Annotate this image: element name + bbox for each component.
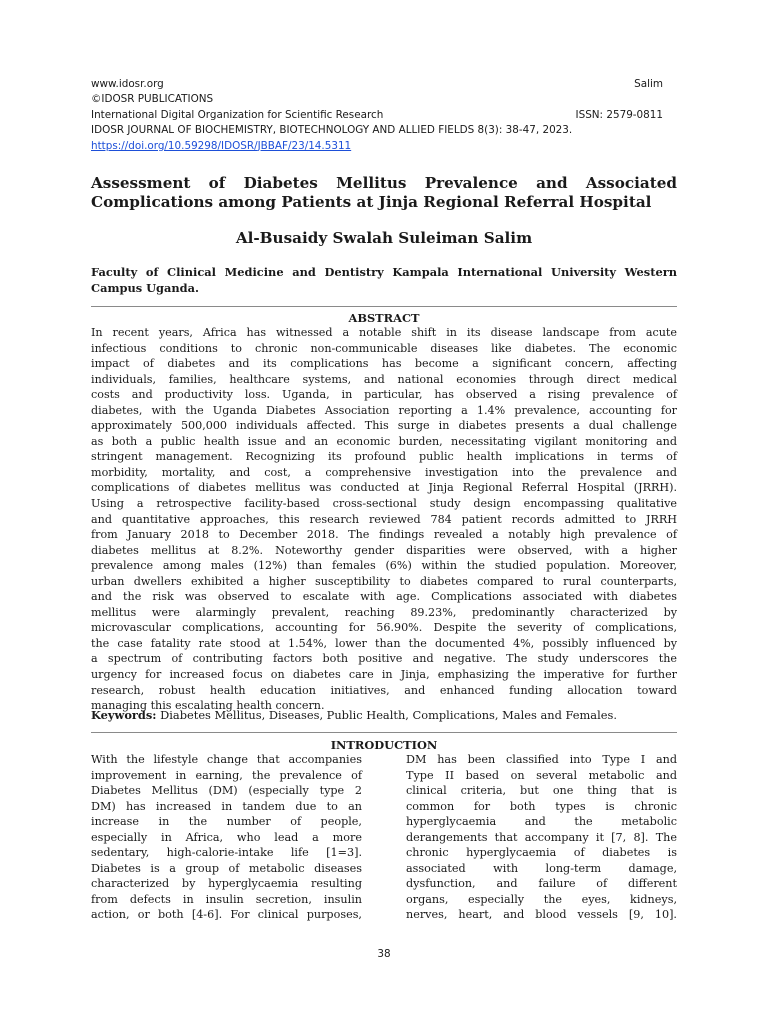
divider-top	[91, 306, 677, 307]
abstract-line: infectious conditions to chronic non-communicable diseases like diabetes. The economic	[91, 341, 677, 355]
intro-line: Type II based on several metabolic and	[406, 768, 677, 782]
abstract-line: prevalence among males (12%) than females (6%) within the studied population. Moreover,	[91, 559, 677, 573]
running-author: Salim	[634, 78, 663, 90]
intro-line: derangements that accompany it [7, 8]. The	[406, 830, 677, 844]
abstract-line: urgency for increased focus on diabetes care in Jinja, emphasizing the imperative for further	[91, 668, 677, 682]
divider-bottom	[91, 732, 677, 733]
journal-header	[91, 77, 663, 154]
title-line: Complications among Patients at Jinja Regional Referral Hospital	[91, 192, 652, 211]
intro-line: Diabetes Mellitus (DM) (especially type 2	[91, 784, 362, 798]
intro-line: improvement in earning, the prevalence of	[91, 768, 362, 782]
abstract-line: microvascular complications, accounting for 56.90%. Despite the severity of complications,	[91, 621, 677, 635]
organization-text: International Digital Organization for Scientific Research	[91, 108, 384, 121]
abstract-line: the case fatality rate stood at 1.54%, lower than the documented 4%, possibly influenced by	[91, 636, 677, 650]
abstract-line: impact of diabetes and its complications has become a significant concern, affecting	[91, 357, 677, 371]
abstract-line: stringent management. Recognizing its profound public health implications in terms of	[91, 450, 677, 464]
abstract-line: complications of diabetes mellitus was conducted at Jinja Regional Referral Hospital (JRRH).	[91, 481, 677, 495]
affiliation-line: Faculty of Clinical Medicine and Dentistry Kampala International University Western	[91, 265, 677, 279]
journal-citation: IDOSR JOURNAL OF BIOCHEMISTRY, BIOTECHNOLOGY AND ALLIED FIELDS 8(3): 38-47, 2023.	[91, 124, 573, 137]
abstract-line: managing this escalating health concern.	[91, 699, 325, 713]
paper-title	[91, 174, 677, 211]
intro-line: increase in the number of people,	[91, 815, 362, 829]
abstract-line: Using a retrospective facility-based cross-sectional study design encompassing qualitative	[91, 497, 677, 511]
abstract-line: and the risk was observed to escalate with age. Complications associated with diabetes	[91, 590, 677, 604]
website-text: www.idosr.org	[91, 78, 164, 90]
affiliation	[91, 265, 677, 296]
abstract-line: approximately 500,000 individuals affected. This surge in diabetes presents a dual challenge	[91, 419, 677, 433]
abstract-line: research, robust health education initiatives, and enhanced funding allocation toward	[91, 683, 677, 697]
affiliation-line: Campus Uganda.	[91, 280, 199, 295]
intro-line: dysfunction, and failure of different	[406, 877, 677, 891]
abstract-line: from January 2018 to December 2018. The findings revealed a notably high prevalence of	[91, 528, 677, 542]
abstract-line: urban dwellers exhibited a higher susceptibility to diabetes compared to rural counterparts,	[91, 574, 677, 588]
abstract-line: mellitus were alarmingly prevalent, reaching 89.23%, predominantly characterized by	[91, 605, 677, 619]
intro-line: hyperglycaemia and the metabolic	[406, 815, 677, 829]
abstract-line: costs and productivity loss. Uganda, in particular, has observed a rising prevalence of	[91, 388, 677, 402]
intro-line: characterized by hyperglycaemia resulting	[91, 877, 362, 891]
title-line: Assessment of Diabetes Mellitus Prevalence and Associated	[91, 174, 677, 192]
abstract-body	[91, 325, 677, 714]
abstract-line: In recent years, Africa has witnessed a notable shift in its disease landscape from acute	[91, 326, 677, 339]
intro-line: especially in Africa, who lead a more	[91, 830, 362, 844]
intro-line: organs, especially the eyes, kidneys,	[406, 892, 677, 906]
abstract-line: and quantitative approaches, this research reviewed 784 patient records admitted to JRRH	[91, 512, 677, 526]
abstract-line: morbidity, mortality, and cost, a comprehensive investigation into the prevalence and	[91, 465, 677, 479]
intro-line: With the lifestyle change that accompanies	[91, 753, 362, 766]
introduction-right-column	[406, 752, 677, 923]
intro-line: DM has been classified into Type I and	[406, 753, 677, 766]
keywords-line	[91, 708, 677, 722]
intro-line: chronic hyperglycaemia of diabetes is	[406, 846, 677, 860]
intro-line: DM) has increased in tandem due to an	[91, 799, 362, 813]
intro-line: from defects in insulin secretion, insulin	[91, 892, 362, 906]
abstract-line: as both a public health issue and an economic burden, necessitating vigilant monitoring and	[91, 434, 677, 448]
intro-line: common for both types is chronic	[406, 799, 677, 813]
author-name: Al-Busaidy Swalah Suleiman Salim	[235, 229, 533, 247]
publisher-text: ©IDOSR PUBLICATIONS	[91, 93, 214, 106]
keywords-label: Keywords:	[91, 708, 157, 722]
intro-line: nerves, heart, and blood vessels [9, 10].	[406, 908, 677, 922]
doi-link[interactable]: https://doi.org/10.59298/IDOSR/JBBAF/23/14.5311	[91, 139, 352, 152]
abstract-line: diabetes mellitus at 8.2%. Noteworthy gender disparities were observed, with a higher	[91, 543, 677, 557]
abstract-line: a spectrum of contributing factors both positive and negative. The study underscores the	[91, 652, 677, 666]
abstract-line: individuals, families, healthcare systems, and national economies through direct medical	[91, 372, 677, 386]
intro-line: action, or both [4-6]. For clinical purposes,	[91, 908, 362, 922]
abstract-heading: ABSTRACT	[348, 311, 420, 325]
intro-line: sedentary, high-calorie-intake life [1=3].	[91, 846, 362, 860]
issn-text: ISSN: 2579-0811	[575, 108, 663, 121]
intro-line: clinical criteria, but one thing that is	[406, 784, 677, 798]
intro-line: Diabetes is a group of metabolic diseases	[91, 861, 362, 875]
abstract-line: diabetes, with the Uganda Diabetes Association reporting a 1.4% prevalence, accounting for	[91, 403, 677, 417]
intro-line: associated with long-term damage,	[406, 861, 677, 875]
introduction-heading: INTRODUCTION	[330, 738, 438, 752]
page-number: 38	[377, 948, 391, 960]
keywords-text: Diabetes Mellitus, Diseases, Public Health, Complications, Males and Females.	[156, 708, 617, 722]
introduction-left-column	[91, 752, 362, 923]
